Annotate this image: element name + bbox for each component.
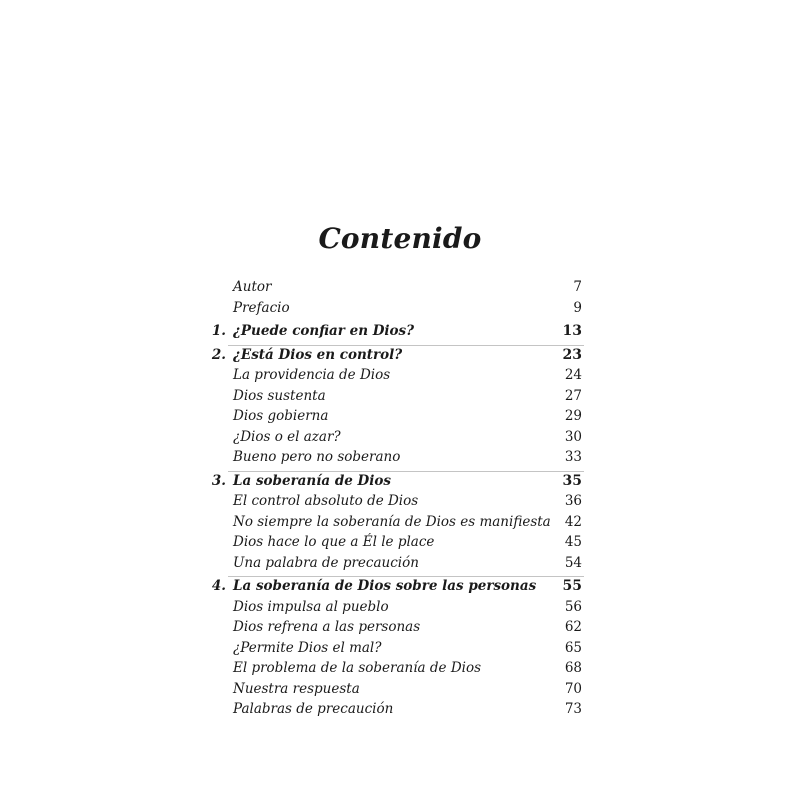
section-title: Dios gobierna (233, 408, 329, 424)
page-number: 70 (564, 680, 582, 697)
chapter-title: La soberanía de Dios sobre las personas (233, 578, 537, 594)
section-title: Prefacio (233, 299, 290, 316)
toc-entry-row (0, 597, 800, 618)
section-title: Autor (233, 279, 272, 295)
section-title: El problema de la soberanía de Dios (233, 660, 482, 676)
section-title: No siempre la soberanía de Dios es manifiesta (233, 513, 551, 530)
toc-entry-row (0, 447, 800, 468)
toc-entry-row (0, 699, 800, 720)
section-title: Nuestra respuesta (233, 680, 360, 697)
chapter-number: 2. (211, 346, 226, 363)
toc-entry-row (0, 491, 800, 512)
page-title: Contenido (318, 222, 482, 255)
chapter-title: ¿Puede confiar en Dios? (233, 323, 415, 339)
toc-entry-row (0, 406, 800, 427)
toc-entry-row (0, 532, 800, 553)
toc-entry-row (0, 386, 800, 407)
chapter-number: 1. (211, 323, 226, 339)
page-number: 30 (564, 428, 582, 445)
page-number: 42 (564, 513, 582, 530)
page-number: 56 (564, 598, 582, 615)
section-title: La providencia de Dios (233, 367, 391, 383)
toc-entry-row (0, 512, 800, 533)
chapter-title: ¿Está Dios en control? (233, 346, 403, 363)
page-number: 7 (573, 279, 582, 295)
section-title: Dios hace lo que a Él le place (233, 534, 435, 550)
table-of-contents (0, 277, 800, 720)
page-number: 36 (564, 493, 582, 509)
section-title: ¿Dios o el azar? (233, 428, 341, 445)
toc-chapter-row (0, 471, 800, 492)
section-title: Dios refrena a las personas (233, 619, 421, 635)
toc-entry-row (0, 298, 800, 319)
page-number: 45 (564, 534, 582, 550)
page-number: 62 (564, 619, 582, 635)
toc-entry-row (0, 679, 800, 700)
page-number: 54 (564, 554, 582, 571)
section-title: Una palabra de precaución (233, 554, 419, 571)
section-title: Bueno pero no soberano (233, 449, 401, 465)
chapter-number: 4. (211, 578, 226, 594)
toc-entry-row (0, 553, 800, 574)
page-number: 68 (564, 660, 582, 676)
chapter-number: 3. (211, 472, 226, 489)
section-title: Dios impulsa al pueblo (233, 598, 389, 615)
page-number: 55 (562, 578, 582, 594)
section-title: Palabras de precaución (233, 701, 394, 717)
page-number: 13 (562, 323, 582, 339)
page-number: 9 (573, 299, 582, 316)
page-number: 35 (562, 472, 582, 489)
page-number: 23 (562, 346, 582, 363)
toc-entry-row (0, 277, 800, 298)
section-title: Dios sustenta (233, 387, 326, 404)
toc-chapter-row (0, 345, 800, 366)
toc-entry-row (0, 617, 800, 638)
toc-entry-row (0, 365, 800, 386)
page-number: 33 (564, 449, 582, 465)
toc-entry-row (0, 658, 800, 679)
page-number: 29 (564, 408, 582, 424)
page-number: 24 (564, 367, 582, 383)
section-title: ¿Permite Dios el mal? (233, 639, 382, 656)
toc-entry-row (0, 427, 800, 448)
page-number: 65 (564, 639, 582, 656)
section-title: El control absoluto de Dios (233, 493, 419, 509)
page-number: 73 (564, 701, 582, 717)
toc-chapter-row (0, 321, 800, 342)
page-number: 27 (564, 387, 582, 404)
chapter-title: La soberanía de Dios (233, 472, 391, 489)
toc-chapter-row (0, 576, 800, 597)
toc-entry-row (0, 638, 800, 659)
